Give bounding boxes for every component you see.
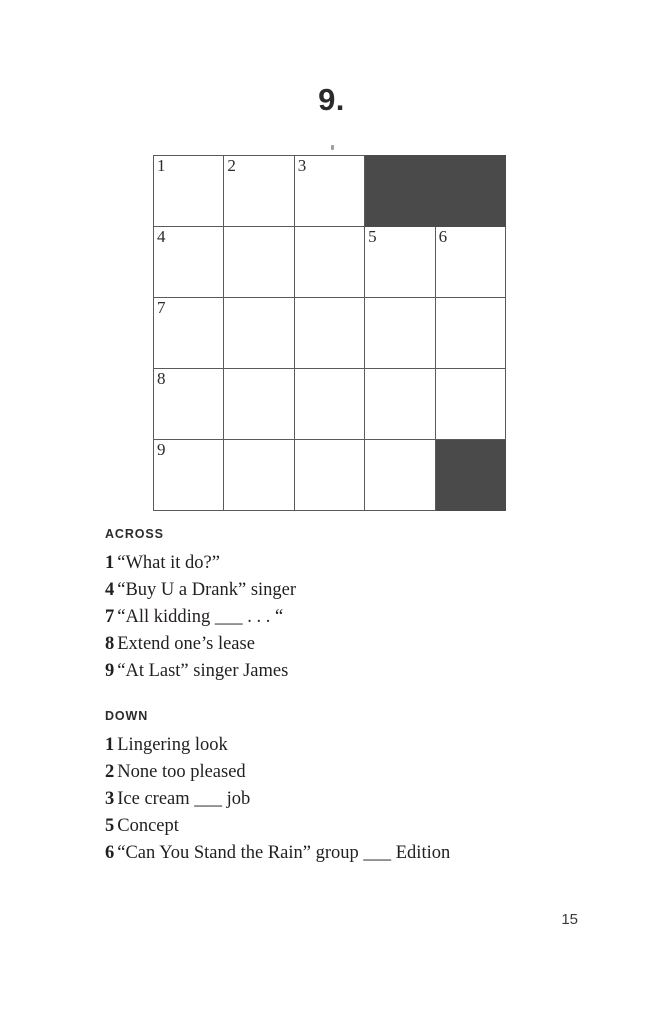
- clue-text: Lingering look: [117, 735, 228, 755]
- clue-text: Concept: [117, 816, 179, 836]
- crossword-grid-row: [154, 227, 506, 298]
- crossword-cell[interactable]: [365, 298, 435, 369]
- cell-number: 6: [438, 227, 448, 246]
- crossword-cell[interactable]: [224, 156, 294, 227]
- cell-number: 1: [157, 156, 166, 175]
- cell-number: 3: [297, 156, 307, 175]
- across-clue-section: [105, 527, 585, 685]
- clue-number: 6: [105, 843, 115, 863]
- crossword-block-cell: [435, 156, 505, 227]
- clue-text: “What it do?”: [117, 553, 220, 573]
- clue-item: [105, 840, 585, 867]
- cell-number: 2: [227, 156, 236, 175]
- clue-item: [105, 813, 585, 840]
- clue-item: [105, 631, 585, 658]
- crossword-cell[interactable]: [154, 227, 224, 298]
- crossword-cell[interactable]: [435, 369, 505, 440]
- clue-text: “Buy U a Drank” singer: [117, 580, 297, 600]
- crossword-cell[interactable]: [435, 298, 505, 369]
- across-clue-list: [105, 550, 585, 685]
- clue-item: [105, 732, 585, 759]
- crossword-cell[interactable]: [224, 440, 294, 511]
- crossword-cell[interactable]: [154, 298, 224, 369]
- crossword-grid-table: [153, 155, 506, 511]
- down-clue-section: [105, 709, 585, 867]
- cell-number: 7: [157, 298, 166, 317]
- down-heading: DOWN: [105, 709, 149, 723]
- crossword-block-cell: [365, 156, 435, 227]
- clue-text: “All kidding ___ . . . “: [117, 607, 284, 627]
- cell-number: 9: [157, 440, 166, 459]
- crossword-grid-row: [154, 156, 506, 227]
- crossword-cell[interactable]: [365, 369, 435, 440]
- across-heading: ACROSS: [105, 527, 164, 541]
- clue-item: [105, 759, 585, 786]
- clue-item: [105, 658, 585, 685]
- crossword-cell[interactable]: [154, 369, 224, 440]
- crossword-cell[interactable]: [365, 227, 435, 298]
- crossword-cell[interactable]: [224, 227, 294, 298]
- clue-number: 9: [105, 661, 115, 681]
- clue-item: [105, 550, 585, 577]
- page-title: 9.: [318, 82, 345, 117]
- crossword-cell[interactable]: [294, 440, 364, 511]
- clue-number: 3: [105, 789, 115, 809]
- crossword-cell[interactable]: [154, 156, 224, 227]
- cell-number: 8: [157, 369, 166, 388]
- clue-text: Extend one’s lease: [117, 634, 255, 654]
- clue-number: 1: [105, 735, 115, 755]
- crossword-cell[interactable]: [224, 298, 294, 369]
- crossword-block-cell: [435, 440, 505, 511]
- down-clue-list: [105, 732, 585, 867]
- clue-text: “At Last” singer James: [117, 661, 289, 681]
- clue-text: Ice cream ___ job: [117, 789, 251, 809]
- scan-artifact-speck: [331, 145, 334, 150]
- crossword-grid: [153, 155, 500, 505]
- clue-number: 1: [105, 553, 115, 573]
- crossword-cell[interactable]: [224, 369, 294, 440]
- clue-item: [105, 577, 585, 604]
- crossword-cell[interactable]: [365, 440, 435, 511]
- crossword-cell[interactable]: [294, 369, 364, 440]
- crossword-grid-row: [154, 440, 506, 511]
- clue-text: “Can You Stand the Rain” group ___ Edition: [117, 843, 451, 863]
- clue-item: [105, 786, 585, 813]
- crossword-cell[interactable]: [294, 298, 364, 369]
- clue-number: 2: [105, 762, 115, 782]
- cell-number: 5: [368, 227, 377, 246]
- crossword-cell[interactable]: [294, 156, 364, 227]
- clue-item: [105, 604, 585, 631]
- crossword-cell[interactable]: [154, 440, 224, 511]
- cell-number: 4: [157, 227, 166, 246]
- clue-number: 7: [105, 607, 115, 627]
- crossword-grid-body: [154, 156, 506, 511]
- crossword-cell[interactable]: [435, 227, 505, 298]
- clue-text: None too pleased: [117, 762, 246, 782]
- crossword-cell[interactable]: [294, 227, 364, 298]
- crossword-grid-row: [154, 369, 506, 440]
- page-number: 15: [561, 911, 578, 928]
- clue-number: 5: [105, 816, 115, 836]
- clue-number: 4: [105, 580, 115, 600]
- clue-number: 8: [105, 634, 115, 654]
- crossword-grid-row: [154, 298, 506, 369]
